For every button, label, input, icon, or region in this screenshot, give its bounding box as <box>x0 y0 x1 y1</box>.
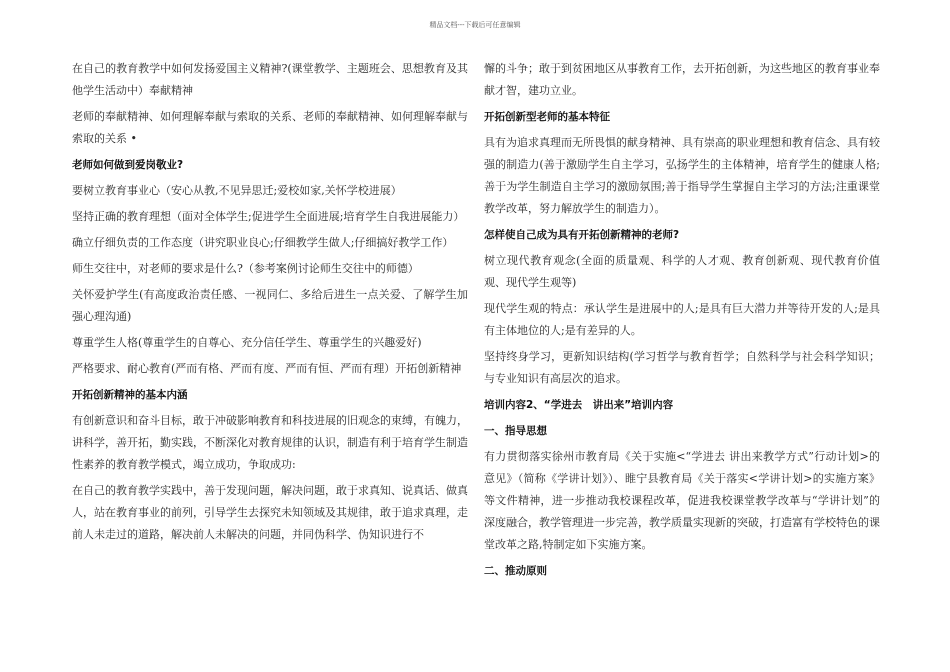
paragraph: 要树立教育事业心（安心从教,不见异思迁;爱校如家,关怀学校进展） <box>72 184 402 197</box>
paragraph: 老师的奉献精神、如何理解奉献与索取的关系、老师的奉献精神、如何理解奉献与索取的关系 • <box>72 110 468 145</box>
paragraph: 坚持终身学习，更新知识结构(学习哲学与教育哲学；自然科学与社会科学知识；与专业知识有高层次的追求。 <box>484 350 880 385</box>
paragraph: 现代学生观的特点：承认学生是进展中的人;是具有巨大潜力并等待开发的人;是具有主体地位的人;是有差异的人。 <box>484 302 880 337</box>
paragraph: 在自己的教育教学实践中，善于发现问题，解决问题，敢于求真知、说真话、做真人，站在教育事业的前列，引导学生去探究未知领域及其规律，敢于追求真理，走前人未走过的道路，解决前人未解决的问题，并同伪科学、伪知识进行不 <box>72 484 468 541</box>
section-heading: 老师如何做到爱岗敬业? <box>72 159 184 171</box>
section-heading: 二、推动原则 <box>484 565 547 577</box>
section-heading: 怎样使自己成为具有开拓创新精神的老师? <box>484 229 680 241</box>
paragraph: 师生交往中，对老师的要求是什么?（参考案例讨论师生交往中的师德） <box>72 262 419 275</box>
paragraph: 尊重学生人格(尊重学生的自尊心、充分信任学生、尊重学生的兴趣爱好) <box>72 336 422 349</box>
section-heading: 培训内容2、“学进去 讲出来”培训内容 <box>484 399 674 411</box>
page-header: 精品文档---下载后可任意编辑 <box>429 21 521 29</box>
section-heading: 开拓创新精神的基本内涵 <box>72 389 188 401</box>
paragraph: 严格要求、耐心教育(严而有格、严而有度、严而有恒、严而有理）开拓创新精神 <box>72 362 462 375</box>
paragraph: 在自己的教育教学中如何发扬爱国主义精神?(课堂教学、主题班会、思想教育及其他学生活动中）奉献精神 <box>72 62 468 97</box>
paragraph: 有创新意识和奋斗目标，敢于冲破影响教育和科技进展的旧观念的束缚，有魄力，讲科学，善开拓，勤实践，不断深化对教育规律的认识，制造有利于培育学生制造性素养的教育教学模式，竭立成功，争取成功: <box>72 414 468 471</box>
paragraph: 懈的斗争；敢于到贫困地区从事教育工作，去开拓创新，为这些地区的教育事业奉献才智，建功立业。 <box>484 62 880 97</box>
paragraph: 关怀爱护学生(有高度政治责任感、一视同仁、多给后进生一点关爱、了解学生加强心理沟通) <box>72 288 468 323</box>
paragraph: 坚持正确的教育理想（面对全体学生;促进学生全面进展;培育学生自我进展能力） <box>72 210 465 223</box>
section-heading: 开拓创新型老师的基本特征 <box>484 111 610 123</box>
paragraph: 具有为追求真理而无所畏惧的献身精神、具有崇高的职业理想和教育信念、具有较强的制造力(善于激励学生自主学习，弘扬学生的主体精神，培育学生的健康人格;善于为学生制造自主学习的激励氛围;善于指导学生掌握自主学习的方法;注重课堂教学改革，努力解放学生的制造力）。 <box>484 136 880 215</box>
section-heading: 一、指导思想 <box>484 425 547 437</box>
right-column <box>484 58 880 586</box>
paragraph: 有力贯彻落实徐州市教育局《关于实施<“学进去 讲出来教学方式”行动计划>的意见》（简称《学讲计划》）、睢宁县教育局《关于落实<学讲计划>的实施方案》等文件精神，进一步推动我校课程改革，促进我校课堂教学改革与“学讲计划”的深度融合，教学管理进一步完善，教学质量实现新的突破，打造富有学校特色的课堂改革之路,特制定如下实施方案。 <box>484 450 880 551</box>
paragraph: 确立仔细负责的工作态度（讲究职业良心;仔细教学生做人;仔细搞好教学工作） <box>72 236 454 249</box>
left-column <box>72 58 468 550</box>
paragraph: 树立现代教育观念(全面的质量观、科学的人才观、教育创新观、现代教育价值观、现代学生观等) <box>484 254 880 289</box>
